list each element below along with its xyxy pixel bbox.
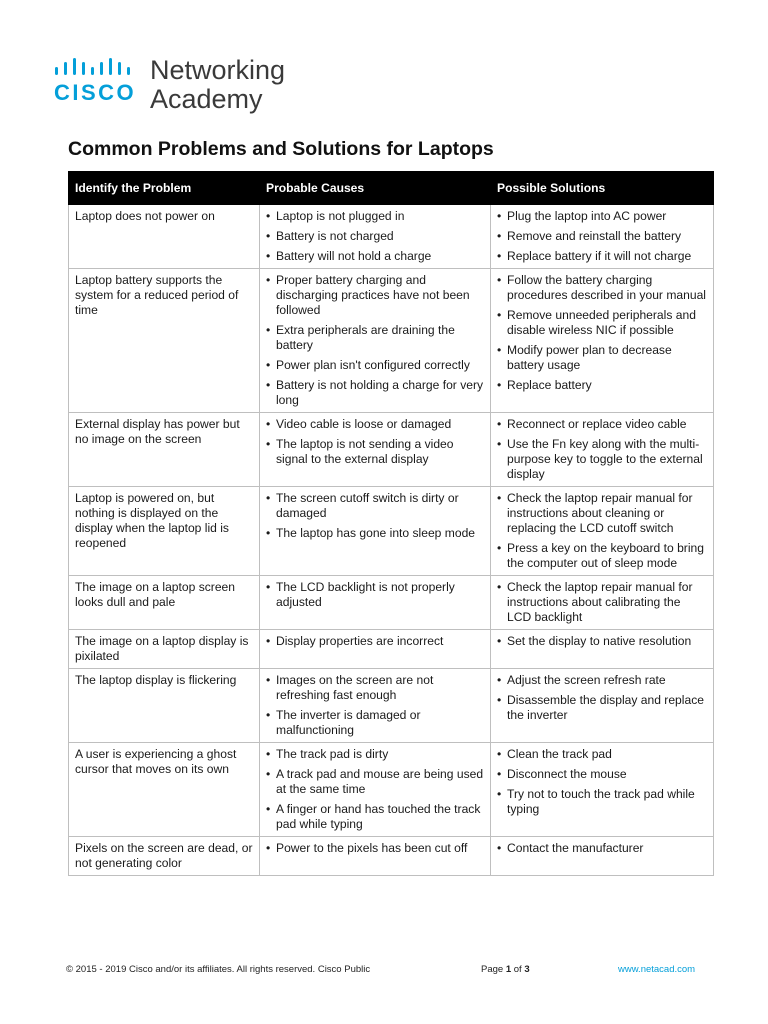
solution-item: • Follow the battery charging procedures described in your manual: [497, 273, 707, 303]
solutions-cell: [491, 630, 714, 669]
cause-item: • Extra peripherals are draining the battery: [266, 323, 484, 353]
header-causes: Probable Causes: [260, 172, 491, 205]
problem-cell: The laptop display is flickering: [69, 669, 260, 743]
solution-item: • Remove unneeded peripherals and disable wireless NIC if possible: [497, 308, 707, 338]
cause-item: • Power plan isn't configured correctly: [266, 358, 484, 373]
solutions-cell: [491, 837, 714, 876]
cause-list: [266, 841, 484, 856]
cause-item: • Display properties are incorrect: [266, 634, 484, 649]
table-row: [69, 576, 714, 630]
cause-list: [266, 673, 484, 738]
page-number: Page 1 of 3: [481, 964, 530, 975]
solution-list: [497, 273, 707, 393]
table-row: [69, 487, 714, 576]
causes-cell: [260, 669, 491, 743]
solution-list: [497, 491, 707, 571]
cause-item: • Battery is not charged: [266, 229, 484, 244]
table-row: [69, 413, 714, 487]
cause-item: • Images on the screen are not refreshing fast enough: [266, 673, 484, 703]
cause-list: [266, 417, 484, 467]
solutions-cell: [491, 576, 714, 630]
cause-item: • Battery is not holding a charge for very long: [266, 378, 484, 408]
causes-cell: [260, 413, 491, 487]
causes-cell: [260, 205, 491, 269]
causes-cell: [260, 837, 491, 876]
solutions-cell: [491, 269, 714, 413]
table-row: [69, 269, 714, 413]
cause-list: [266, 491, 484, 541]
cause-item: • Video cable is loose or damaged: [266, 417, 484, 432]
cisco-logo-mark: [54, 58, 146, 104]
solution-item: • Disassemble the display and replace the inverter: [497, 693, 707, 723]
solutions-cell: [491, 205, 714, 269]
cause-list: [266, 209, 484, 264]
cause-item: • The track pad is dirty: [266, 747, 484, 762]
problem-cell: External display has power but no image on the screen: [69, 413, 260, 487]
causes-cell: [260, 487, 491, 576]
solutions-cell: [491, 669, 714, 743]
solution-list: [497, 417, 707, 482]
table-row: [69, 205, 714, 269]
problem-cell: The image on a laptop display is pixilated: [69, 630, 260, 669]
cause-list: [266, 747, 484, 832]
cause-item: • Battery will not hold a charge: [266, 249, 484, 264]
solution-item: • Replace battery: [497, 378, 707, 393]
header-solutions: Possible Solutions: [491, 172, 714, 205]
table-row: [69, 669, 714, 743]
table-row: [69, 630, 714, 669]
logo-line-academy: Academy: [150, 84, 263, 114]
table-header-row: [69, 172, 714, 205]
copyright-text: © 2015 - 2019 Cisco and/or its affiliates. All rights reserved. Cisco Public: [66, 964, 371, 975]
cause-item: • The laptop is not sending a video signal to the external display: [266, 437, 484, 467]
cause-list: [266, 273, 484, 408]
solution-item: • Disconnect the mouse: [497, 767, 707, 782]
solution-item: • Remove and reinstall the battery: [497, 229, 707, 244]
causes-cell: [260, 743, 491, 837]
cisco-bridge-icon: [54, 58, 142, 76]
causes-cell: [260, 576, 491, 630]
cause-item: • A track pad and mouse are being used at the same time: [266, 767, 484, 797]
cause-list: [266, 580, 484, 610]
solutions-cell: [491, 413, 714, 487]
solution-item: • Contact the manufacturer: [497, 841, 707, 856]
solution-item: • Use the Fn key along with the multi-purpose key to toggle to the external display: [497, 437, 707, 482]
cause-item: • The screen cutoff switch is dirty or damaged: [266, 491, 484, 521]
solution-item: • Replace battery if it will not charge: [497, 249, 707, 264]
solutions-cell: [491, 743, 714, 837]
cause-item: • A finger or hand has touched the track pad while typing: [266, 802, 484, 832]
solution-list: [497, 673, 707, 723]
solutions-cell: [491, 487, 714, 576]
solution-item: • Reconnect or replace video cable: [497, 417, 707, 432]
solution-item: • Check the laptop repair manual for instructions about cleaning or replacing the LCD cutoff switch: [497, 491, 707, 536]
cause-item: • Laptop is not plugged in: [266, 209, 484, 224]
problem-cell: Laptop battery supports the system for a reduced period of time: [69, 269, 260, 413]
solution-list: [497, 634, 707, 649]
problem-cell: A user is experiencing a ghost cursor that moves on its own: [69, 743, 260, 837]
solution-item: • Set the display to native resolution: [497, 634, 707, 649]
solution-item: • Try not to touch the track pad while typing: [497, 787, 707, 817]
website-link[interactable]: www.netacad.com: [618, 964, 696, 975]
solution-item: • Adjust the screen refresh rate: [497, 673, 707, 688]
table-row: [69, 743, 714, 837]
cause-list: [266, 634, 484, 649]
cisco-wordmark: CISCO: [54, 80, 137, 105]
solution-list: [497, 747, 707, 817]
problem-cell: Laptop is powered on, but nothing is displayed on the display when the laptop lid is reopened: [69, 487, 260, 576]
solution-item: • Check the laptop repair manual for instructions about calibrating the LCD backlight: [497, 580, 707, 625]
problem-cell: The image on a laptop screen looks dull and pale: [69, 576, 260, 630]
problem-cell: Laptop does not power on: [69, 205, 260, 269]
logo-line-networking: Networking: [150, 55, 286, 85]
academy-wordmark: [150, 56, 285, 114]
cisco-networking-academy-logo: [54, 55, 286, 114]
solution-list: [497, 580, 707, 625]
cause-item: • The LCD backlight is not properly adjusted: [266, 580, 484, 610]
cause-item: • Proper battery charging and discharging practices have not been followed: [266, 273, 484, 318]
causes-cell: [260, 630, 491, 669]
solution-item: • Plug the laptop into AC power: [497, 209, 707, 224]
problem-cell: Pixels on the screen are dead, or not generating color: [69, 837, 260, 876]
cause-item: • Power to the pixels has been cut off: [266, 841, 484, 856]
solution-list: [497, 209, 707, 264]
problems-table: [68, 171, 714, 876]
header-problem: Identify the Problem: [69, 172, 260, 205]
solution-list: [497, 841, 707, 856]
cause-item: • The inverter is damaged or malfunctioning: [266, 708, 484, 738]
table-row: [69, 837, 714, 876]
solution-item: • Press a key on the keyboard to bring the computer out of sleep mode: [497, 541, 707, 571]
causes-cell: [260, 269, 491, 413]
solution-item: • Modify power plan to decrease battery usage: [497, 343, 707, 373]
solution-item: • Clean the track pad: [497, 747, 707, 762]
document-title: Common Problems and Solutions for Laptops: [68, 138, 494, 160]
cause-item: • The laptop has gone into sleep mode: [266, 526, 484, 541]
